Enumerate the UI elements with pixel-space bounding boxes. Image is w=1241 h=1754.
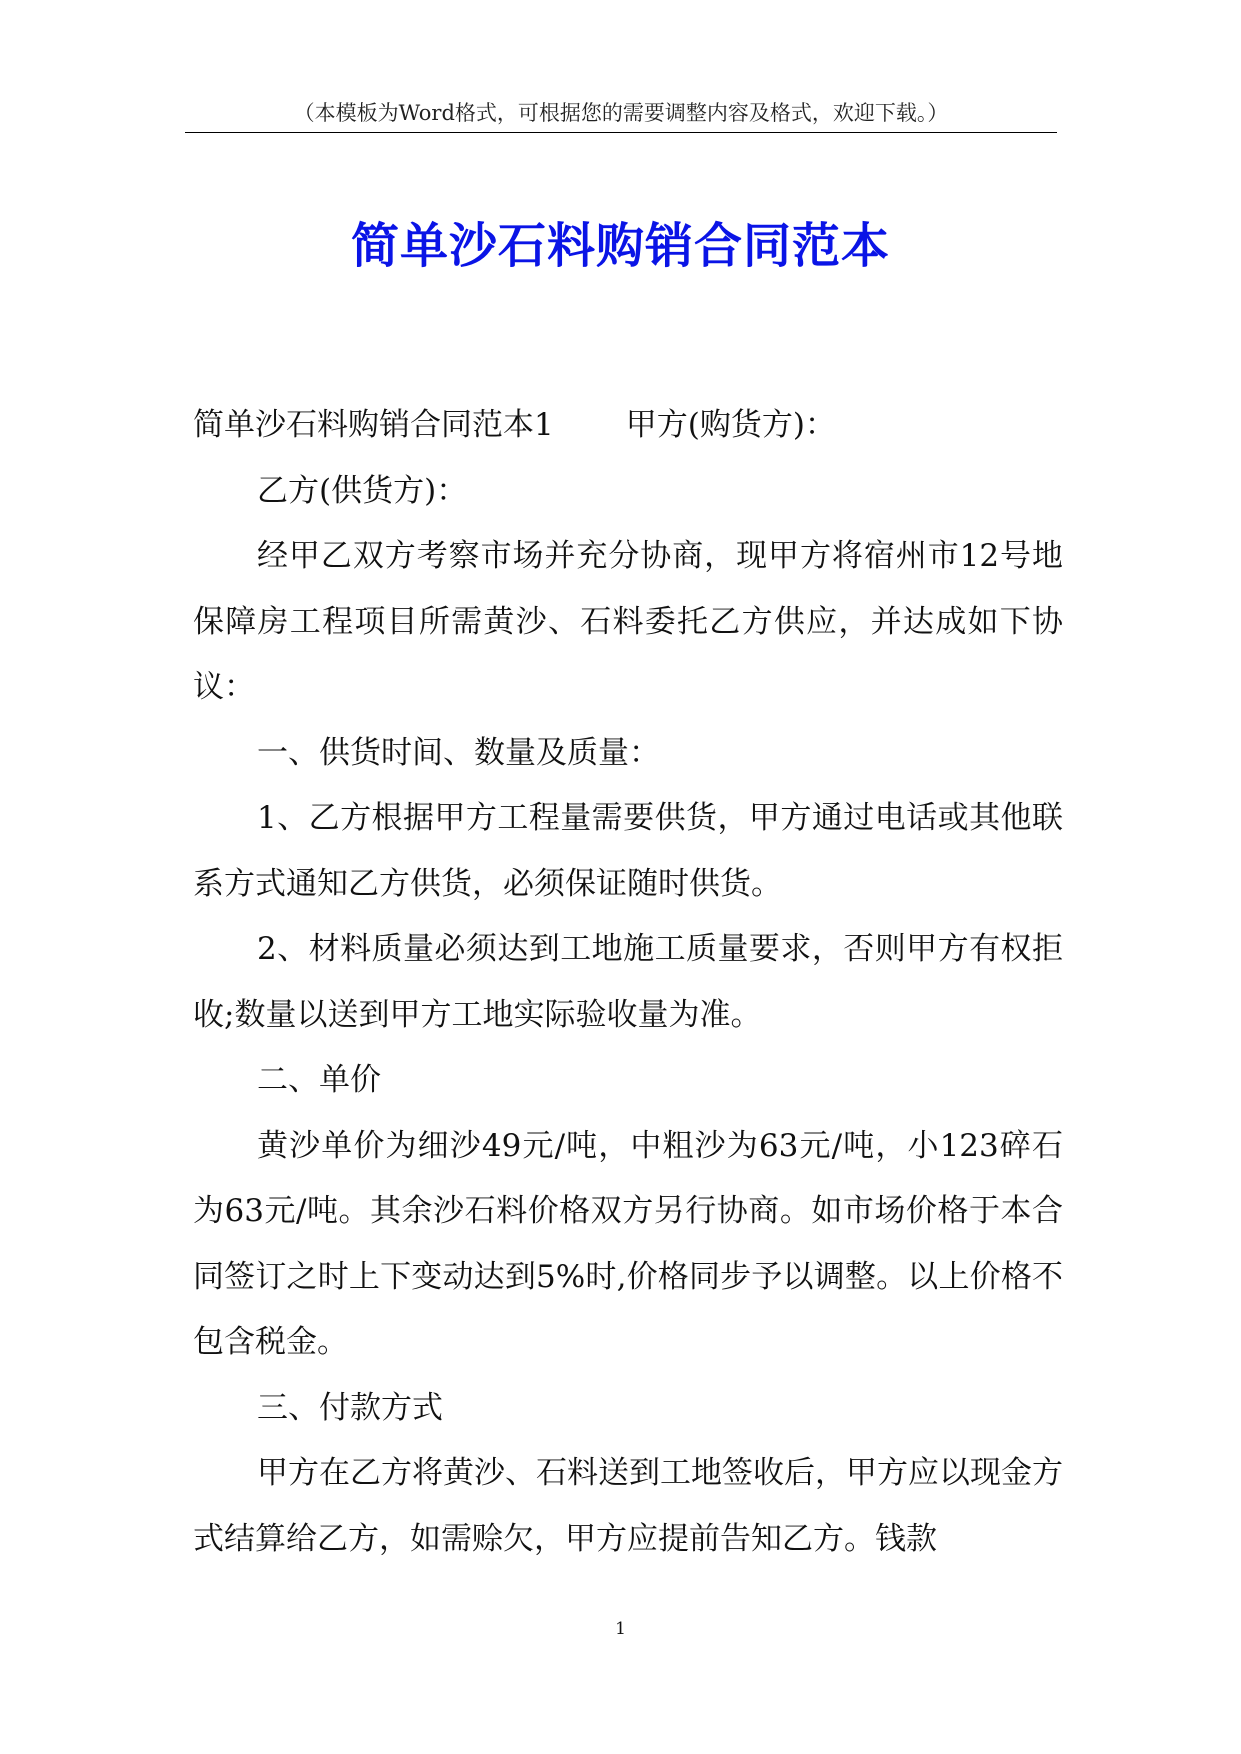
clause-heading-supply: 一、供货时间、数量及质量： bbox=[257, 734, 660, 771]
party-a-label: 甲方(购货方)： bbox=[625, 407, 836, 443]
party-b-label: 乙方(供货方)： bbox=[257, 472, 468, 509]
paragraph-price: 黄沙单价为细沙49元/吨，中粗沙为63元/吨，小123碎石为63元/吨。其余沙石料价格双方另行协商。如市场价格于本合同签订之时上下变动达到5%时,价格同步予以调整。以上价格不包含税金。 bbox=[193, 1127, 1063, 1360]
page-number: 1 bbox=[615, 1619, 626, 1639]
intro-line bbox=[193, 393, 1063, 459]
paragraph-payment: 甲方在乙方将黄沙、石料送到工地签收后，甲方应以现金方式结算给乙方，如需赊欠，甲方应提前告知乙方。钱款 bbox=[193, 1455, 1063, 1557]
template-note: （本模板为Word格式，可根据您的需要调整内容及格式，欢迎下载。） bbox=[293, 101, 949, 125]
paragraph-preamble: 经甲乙双方考察市场并充分协商，现甲方将宿州市12号地保障房工程项目所需黄沙、石料委托乙方供应，并达成如下协议： bbox=[193, 538, 1063, 705]
clause-item-2: 2、材料质量必须达到工地施工质量要求，否则甲方有权拒收;数量以送到甲方工地实际验收量为准。 bbox=[193, 931, 1063, 1033]
header-divider bbox=[185, 132, 1057, 133]
document-body bbox=[193, 393, 1063, 1572]
clause-item-1: 1、乙方根据甲方工程量需要供货，甲方通过电话或其他联系方式通知乙方供货，必须保证随时供货。 bbox=[193, 800, 1063, 902]
clause-heading-price: 二、单价 bbox=[257, 1062, 381, 1098]
clause-heading-payment: 三、付款方式 bbox=[257, 1389, 443, 1426]
section-heading: 简单沙石料购销合同范本1 bbox=[193, 407, 554, 443]
document-title: 简单沙石料购销合同范本 bbox=[350, 218, 890, 274]
